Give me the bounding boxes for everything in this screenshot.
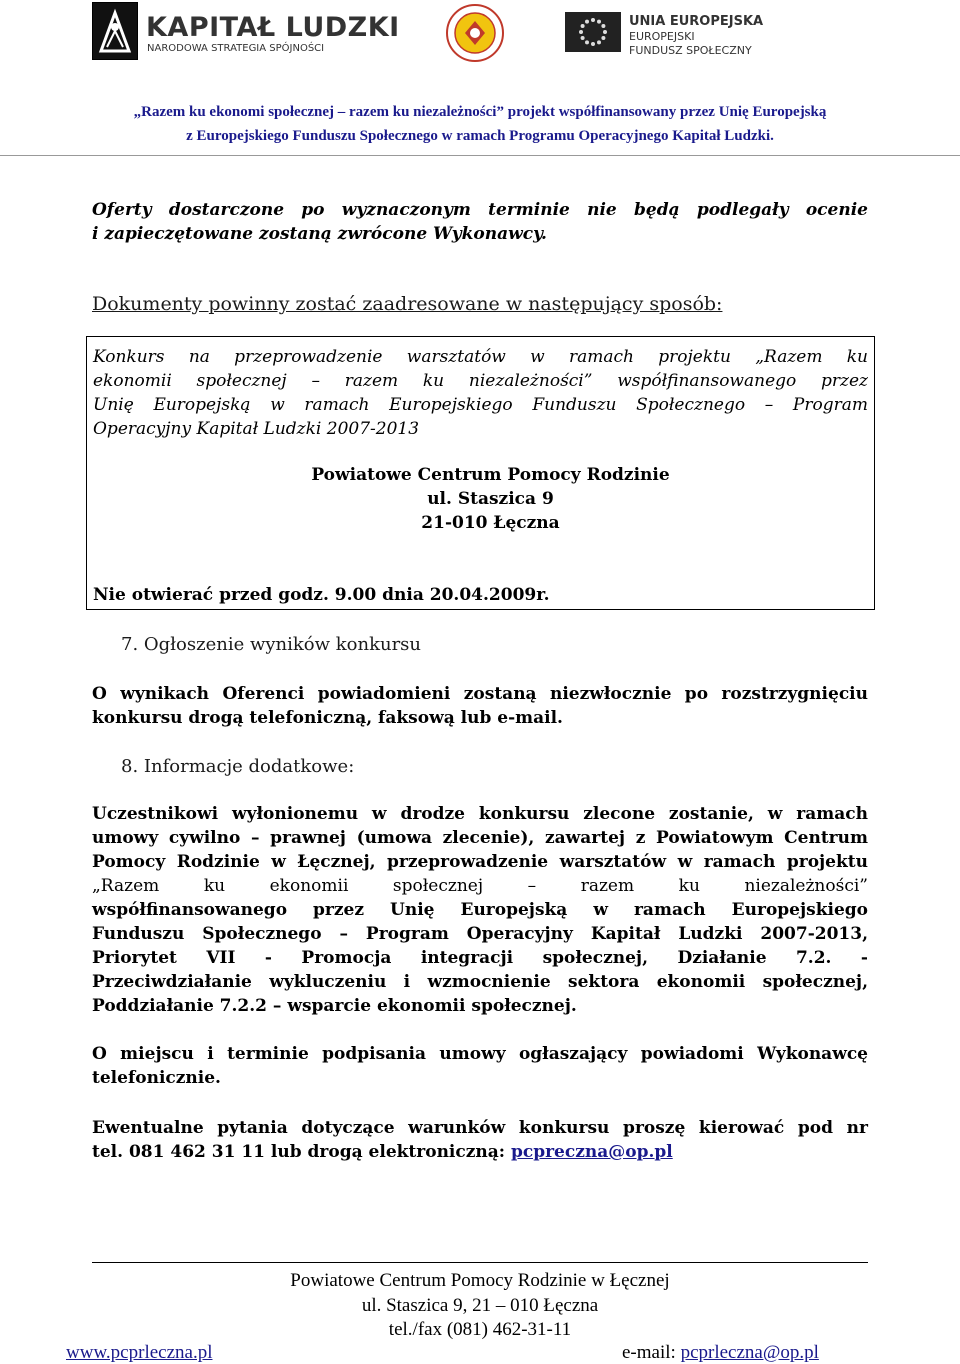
signing-line: O miejscu i terminie podpisania umowy ogłaszający powiadomi Wykonawcę [92,1044,868,1064]
contest-line: ekonomii społecznej – razem ku niezależności” współfinansowanego przez [93,371,868,391]
section-8-line: Przeciwdziałanie wykluczeniu i wzmocnienie sektora ekonomii społecznej, [92,972,868,992]
kapital-ludzki-logo [92,2,400,64]
eu-line2: EUROPEJSKI [629,30,695,43]
powiatowe-centrum-seal-icon [430,2,520,64]
footer-email-link[interactable]: pcprleczna@op.pl [680,1342,819,1363]
footer-website-link[interactable]: www.pcprleczna.pl [66,1342,213,1363]
section-8-heading: 8. Informacje dodatkowe: [121,756,355,777]
contest-line: Operacyjny Kapitał Ludzki 2007-2013 [93,419,420,439]
section-8-line: Funduszu Społecznego – Program Operacyjny Kapitał Ludzki 2007-2013, [92,924,868,944]
contest-line: Unię Europejską w ramach Europejskiego Funduszu Społecznego – Program [93,395,868,415]
eu-line3: FUNDUSZ SPOŁECZNY [629,44,752,57]
section-8-line: Poddziałanie 7.2.2 – wsparcie ekonomii społecznej. [92,996,577,1016]
section-7-line: konkursu drogą telefoniczną, faksową lub e-mail. [92,708,563,728]
questions-line1: Ewentualne pytania dotyczące warunków konkursu proszę kierować pod nr [92,1118,868,1138]
section-7-heading: 7. Ogłoszenie wyników konkursu [121,634,422,655]
recipient-address [87,463,874,535]
questions-line2-text: tel. 081 462 31 11 lub drogą elektroniczną: [92,1142,511,1162]
header-caption-line1: „Razem ku ekonomi społecznej – razem ku niezależności” projekt współfinansowany przez Unię Europejską [133,104,827,120]
section-8-line: Pomocy Rodzinie w Łęcznej, przeprowadzenie warsztatów w ramach projektu [92,852,868,872]
signing-line: telefonicznie. [92,1068,221,1088]
section-7-line: O wynikach Oferenci powiadomieni zostaną niezwłocznie po rozstrzygnięciu [92,684,868,704]
recipient-street: ul. Staszica 9 [427,489,554,509]
address-box [86,336,875,610]
questions-info [92,1116,868,1164]
section-7-body [92,682,868,730]
eu-logo [565,4,775,64]
eu-line1: UNIA EUROPEJSKA [629,14,764,29]
section-8-line: „Razem ku ekonomii społecznej – razem ku niezależności” [92,876,868,896]
offers-notice-line2: i zapieczętowane zostaną zwrócone Wykonawcy. [92,224,547,244]
footer-name: Powiatowe Centrum Pomocy Rodzinie w Łęcznej [290,1270,670,1291]
footer-email [622,1342,819,1364]
logo-subtitle: NARODOWA STRATEGIA SPÓJNOŚCI [147,43,325,54]
header-caption-line2: z Europejskiego Funduszu Społecznego w ramach Programu Operacyjnego Kapitał Ludzki. [186,128,774,144]
recipient-city: 21-010 Łęczna [421,513,560,533]
questions-line2 [92,1140,868,1164]
offers-notice-line1: Oferty dostarczone po wyznaczonym terminie nie będą podlegały ocenie [92,200,868,220]
section-8-line: umowy cywilno – prawnej (umowa zlecenie), zawartej z Powiatowym Centrum [92,828,868,848]
footer-email-label: e-mail: [622,1342,681,1363]
footer-address: ul. Staszica 9, 21 – 010 Łęczna [361,1295,599,1316]
eu-flag-icon [565,12,621,52]
header-divider [0,155,960,156]
recipient-name: Powiatowe Centrum Pomocy Rodzinie [311,465,670,485]
section-8-line: Priorytet VII - Promocja integracji społecznej, Działanie 7.2. - [92,948,868,968]
footer-phone: tel./fax (081) 462-31-11 [388,1319,572,1340]
do-not-open-notice: Nie otwierać przed godz. 9.00 dnia 20.04.2009r. [93,585,550,605]
footer-divider [92,1262,868,1263]
questions-email-link[interactable]: pcpreczna@op.pl [510,1142,673,1162]
contest-description [93,345,868,441]
kapital-ludzki-icon [92,2,138,60]
logo-title: KAPITAŁ LUDZKI [146,12,400,43]
section-8-line: Uczestnikowi wyłonionemu w drodze konkursu zlecone zostanie, w ramach [92,804,868,824]
signing-info [92,1042,868,1090]
contest-line: Konkurs na przeprowadzenie warsztatów w ramach projektu „Razem ku [93,347,868,367]
section-8-body [92,802,868,1018]
documents-heading: Dokumenty powinny zostać zaadresowane w następujący sposób: [92,293,723,315]
section-8-line: współfinansowanego przez Unię Europejską w ramach Europejskiego [92,900,868,920]
offers-notice [92,198,868,246]
